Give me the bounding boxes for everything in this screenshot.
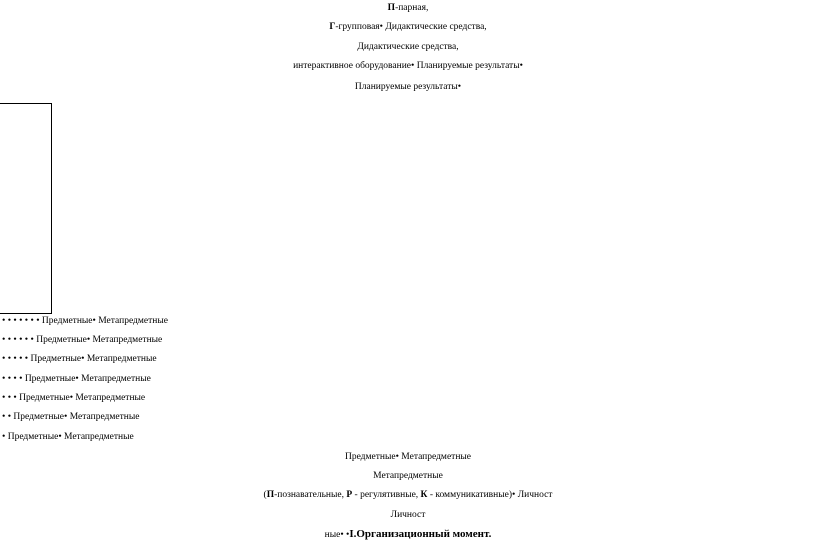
subject-results-label: Предметные xyxy=(41,316,93,326)
footer-line-5 xyxy=(0,528,816,541)
bullet: • xyxy=(92,316,96,326)
group-desc-pair: -парная, xyxy=(395,3,429,13)
cognitive-label: -познавательные, xyxy=(274,490,347,500)
header-line-2 xyxy=(0,21,816,33)
code-p: П xyxy=(266,490,275,500)
bullet-list: • • • • • • • xyxy=(2,316,42,326)
equipment-label: интерактивное оборудование xyxy=(293,61,411,71)
personal-results-suffix: ные xyxy=(324,530,341,540)
subject-results-label: Предметные xyxy=(7,432,59,442)
result-row xyxy=(2,431,134,443)
meta-results-label: Метапредметные xyxy=(373,471,443,481)
section-heading: I.Организационный момент. xyxy=(349,528,492,540)
code-k: К xyxy=(420,490,428,500)
bullet-list: • • xyxy=(2,412,14,422)
group-desc-group: -групповая xyxy=(335,22,380,32)
meta-results-label: Метапредметные xyxy=(95,316,168,326)
bullet: • • xyxy=(340,530,350,540)
meta-results-label: Метапредметные xyxy=(398,452,472,462)
bullet: • xyxy=(81,354,85,364)
didactic-label: Дидактические средства, xyxy=(383,22,487,32)
header-line-1 xyxy=(0,2,816,14)
subject-results-label: Предметные xyxy=(24,374,76,384)
bullet: • xyxy=(64,412,68,422)
bullet: • xyxy=(58,432,62,442)
bullet: • xyxy=(69,393,74,403)
subject-results-label: Предметные xyxy=(36,335,87,345)
subject-results-label: Предметные xyxy=(19,393,70,403)
header-line-4 xyxy=(0,60,816,72)
group-code-g: Г xyxy=(329,22,336,32)
planned-results-label: Планируемые результаты xyxy=(414,61,520,71)
bullet: • xyxy=(519,61,523,71)
result-row xyxy=(2,315,168,327)
bullet: • xyxy=(411,61,415,71)
paren-open: ( xyxy=(263,490,267,500)
meta-results-label: Метапредметные xyxy=(73,393,146,403)
table-cell-frame xyxy=(0,103,52,314)
subject-results-label: Предметные xyxy=(30,354,82,364)
meta-results-label: Метапредметные xyxy=(78,374,151,384)
footer-line-1 xyxy=(0,451,816,463)
result-row xyxy=(2,392,145,404)
result-row xyxy=(2,334,162,346)
didactic-label: Дидактические средства, xyxy=(357,42,459,52)
bullet: • xyxy=(457,82,462,92)
meta-results-label: Метапредметные xyxy=(67,412,140,422)
communicative-label: - коммуникативные) xyxy=(427,490,513,500)
bullet: • xyxy=(512,490,516,500)
bullet: • xyxy=(75,374,79,384)
bullet: • xyxy=(86,335,91,345)
bullet-list: • • • • • • xyxy=(2,335,37,345)
result-row xyxy=(2,353,157,365)
meta-results-label: Метапредметные xyxy=(84,354,157,364)
planned-results-label: Планируемые результаты xyxy=(354,82,458,92)
subject-results-label: Предметные xyxy=(13,412,65,422)
header-line-3 xyxy=(0,41,816,53)
personal-results-label: Личност xyxy=(515,490,553,500)
group-code-p: П xyxy=(387,3,396,13)
footer-line-4 xyxy=(0,509,816,521)
footer-line-2 xyxy=(0,470,816,482)
bullet: • xyxy=(379,22,383,32)
bullet-list: • • • • • xyxy=(2,354,31,364)
subject-results-label: Предметные xyxy=(344,452,396,462)
footer-line-3 xyxy=(0,489,816,501)
bullet: • xyxy=(395,452,399,462)
meta-results-label: Метапредметные xyxy=(61,432,134,442)
personal-results-label: Личност xyxy=(390,510,426,520)
meta-results-label: Метапредметные xyxy=(90,335,163,345)
result-row xyxy=(2,411,139,423)
bullet-list: • • • xyxy=(2,393,20,403)
bullet-list: • • • • xyxy=(2,374,25,384)
regulatory-label: - регулятивные, xyxy=(352,490,421,500)
bullet-list: • xyxy=(2,432,8,442)
header-line-5 xyxy=(0,81,816,93)
code-r: Р xyxy=(346,490,353,500)
result-row xyxy=(2,373,151,385)
